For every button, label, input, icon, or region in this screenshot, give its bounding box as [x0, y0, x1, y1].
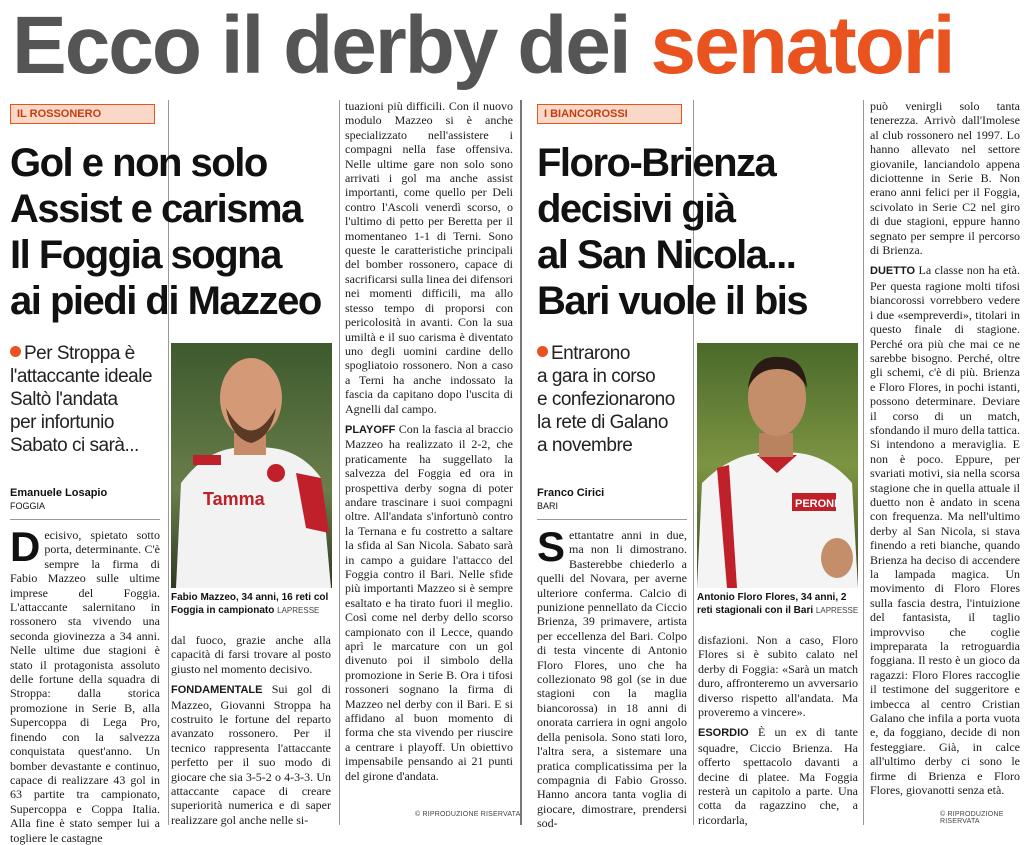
left-col2-text: dal fuoco, grazie anche alla capacità di farsi trovare al posto giusto nel momento decisivo. FONDAMENTALE Sui gol di Mazzeo, Giovanni Stroppa ha costruito le fortune del reparto avanzato rossonero. Per il tecnico rappresenta l'attaccante perfetto per il suo modo di giocare che sia 3-5-2 o 4-3-3. Un attaccante capace di creare superiorità numerica e di saper realizzare gol anche nelle si-	[171, 633, 331, 827]
headline-part2: senatori	[650, 0, 954, 91]
author-name: Franco Cirici	[537, 487, 605, 499]
page-headline	[12, 0, 1012, 92]
right-byline	[537, 486, 604, 512]
right-col3-text: può venirgli solo tanta tenerezza. Arrivò dall'Imolese al club rossonero nel 1997. Lo hanno allevato nel settore giovanile, lanciandolo appena diciottenne in Serie B. Non erano anni felici per il Foggia, scivolato in Serie C2 nel giro di due stagioni, eppure hanno segnato per sempre il percorso di Brienza. DUETTO La classe non ha età. Per questa ragione molti tifosi biancorossi vorrebbero vedere i due «sempreverdi», titolari in questo finale di stagione. Perché ora più che mai ce ne sarebbe bisogno. Perché, oltre gli schemi, c'è di più. Brienza e Floro Flores, in pochi istanti, possono determinare. Deviare il corso di un match, sfondando il muro della tattica. Si intendono a meraviglia. E non è poco. Eppure, per svariati motivi, sia nella scorsa stagione che in quella attuale il duetto non è andato in scena con frequenza. Ma nell'ultimo derby al San Nicola, si stava finendo a reti bianche, quando Brienza ha deciso di accendere la lampada magica. Un movimento di Floro Flores sulla fascia destra, l'intuizione del fantasista, il taglio improvviso che coglie impreparata la retroguardia foggiana. Il resto è un gioco da ragazzi: Floro Flores raccoglie il testimone del suggeritore e imbecca al centro Cristian Galano che infila a porta vuota e, da foggiano, decide di non festeggiare. Già, in calce all'ultimo derby ci sono le firme di Brienza e Floro Flores, giovanotti senza età.	[870, 99, 1020, 798]
dropcap: D	[10, 523, 41, 570]
column-separator	[339, 100, 340, 825]
subheading-esordio: ESORDIO	[698, 727, 749, 740]
section-tag-biancorossi: I BIANCOROSSI	[537, 104, 682, 124]
left-article-title: Gol e non solo Assist e carisma Il Foggia sogna ai piedi di Mazzeo	[10, 141, 321, 323]
subheading-playoff: PLAYOFF	[345, 423, 396, 436]
bullet-icon	[537, 346, 548, 357]
left-summary: Per Stroppa è l'attaccante ideale Saltò l'andata per infortunio Sabato ci sarà...	[10, 343, 153, 456]
left-photo-caption: Fabio Mazzeo, 34 anni, 16 reti col Foggia in campionato LAPRESSE	[171, 592, 329, 616]
left-col1-text: Decisivo, spietato sotto porta, determinante. C'è sempre la firma di Fabio Mazzeo sulle ultime imprese del Foggia. L'attaccante salernitano in rossonero sta vivendo una seconda giovinezza a 34 anni. Nelle ultime due stagioni è stato il protagonista assoluto delle fortune della squadra di Stroppa: dalla storica promozione in Serie B, alla Supercoppa di Lega Pro, finendo con la salvezza conquistata quest'anno. Un bomber devastante e continuo, capace di realizzare 43 gol in 63 partite tra campionato, Supercoppa e Coppa Italia. Alla fine è stato semper lui a togliere le castagne	[10, 523, 160, 845]
left-col3-text: tuazioni più difficili. Con il nuovo modulo Mazzeo si è anche specializzato nell'assistere i compagni nella fase offensiva. Nelle ultime gare non solo sono arrivati i gol ma anche assist importanti, come quello per Deli contro l'Ascoli venerdì scorso, o l'ultimo di petto per Beretta per il momentaneo 1-1 di Terni. Sono queste le caratteristiche principali del bomber rossonero, capace di sacrificarsi sulla linea dei difensori nei momenti difficili, ma allo stesso tempo di proporsi con pericolosità in avanti. Con la sua umiltà e il suo carisma è diventato uno degli uomini cardine dello spogliatoio rossonero. Non a caso a Terni ha anche indossato la fascia da capitano dopo l'uscita di Agnelli dal campo. PLAYOFF Con la fascia al braccio Mazzeo ha realizzato il 2-2, che praticamente ha suggellato la salvezza del Foggia ed ora in prospettiva derby sogna di poter andare trascinare i suoi compagni oltre. All'andata s'infortunò contro la Ternana e fu costretto a saltare la sfida al San Nicola. Sabato sarà in campo a guidare l'attacco del Foggia contro il Bari. Nelle sfide più importanti Mazzeo si è sempre esaltato e ha tirato fuori il meglio. Così come nel derby dello scorso campionato con il Lecce, quando aprì le marcature con un gol divenuto poi il simbolo della promozione in Serie B. Ora i tifosi rossoneri sognano la firma di Mazzeo nel derby con il Bari. E si affidano al buon momento di forma che sta vivendo per riuscire a centrare i playoff. Un obiettivo impensabile pensando ai 21 punti del girone d'andata.	[345, 99, 513, 783]
bullet-icon	[10, 346, 21, 357]
right-col2-text: disfazioni. Non a caso, Floro Flores si è subito calato nel derby di Foggia: «Sarà un match duro, affronteremo un avversario diverso rispetto all'andata. Ma proveremo a vincere». ESORDIO È un ex di tante squadre, Ciccio Brienza. Ha offerto spettacolo davanti a decine di platee. Ma Foggia resterà un capitolo a parte. Una cotta da ragazzino che, a ricordarla,	[698, 633, 859, 827]
author-name: Emanuele Losapio	[10, 487, 108, 499]
subheading-duetto: DUETTO	[870, 265, 916, 278]
subheading-fondamentale: FONDAMENTALE	[171, 684, 263, 697]
left-player-photo	[171, 343, 332, 588]
jersey-sponsor: PERONI	[795, 498, 838, 510]
right-player-photo	[697, 343, 858, 588]
right-article-title: Floro-Brienza decisivi già al San Nicola... Bari vuole il bis	[537, 141, 808, 323]
left-byline	[10, 486, 107, 512]
right-copyright: © RIPRODUZIONE RISERVATA	[940, 811, 1004, 825]
article-separator	[520, 100, 522, 825]
headline-part1: Ecco il derby dei	[12, 0, 630, 91]
author-city: BARI	[537, 501, 559, 511]
right-photo-caption: Antonio Floro Flores, 34 anni, 2 reti stagionali con il Bari LAPRESSE	[697, 592, 859, 616]
column-separator	[863, 100, 864, 825]
section-tag-rossonero: IL ROSSONERO	[10, 104, 155, 124]
dropcap: S	[537, 523, 566, 570]
right-col1-text: Settantatre anni in due, ma non li dimostrano. Basterebbe chiederlo a quelli del Novara, per averne ulteriore conferma. Calcio di punizione pennellato da Ciccio Brienza, 39 primavere, artista per eccellenza del Bari. Colpo di testa vincente di Antonio Floro Flores, uno che ha collezionato 98 gol (se in due stagioni con la maglia biancorossa) in 18 anni di onorata carriera in ogni angolo della penisola. Sono stati loro, l'altra sera, a sistemare una pratica complicatissima per la compagnia di Fabio Grosso. Hanno ancora tanta voglia di giocare, dimostrare, prendersi sod-	[537, 523, 687, 831]
byline-rule	[10, 519, 160, 520]
right-summary: Entrarono a gara in corso e confezionarono la rete di Galano a novembre	[537, 343, 675, 456]
byline-rule	[537, 519, 687, 520]
svg-text:Tamma: Tamma	[203, 489, 265, 509]
author-city: FOGGIA	[10, 501, 46, 511]
left-copyright: © RIPRODUZIONE RISERVATA	[415, 811, 521, 818]
